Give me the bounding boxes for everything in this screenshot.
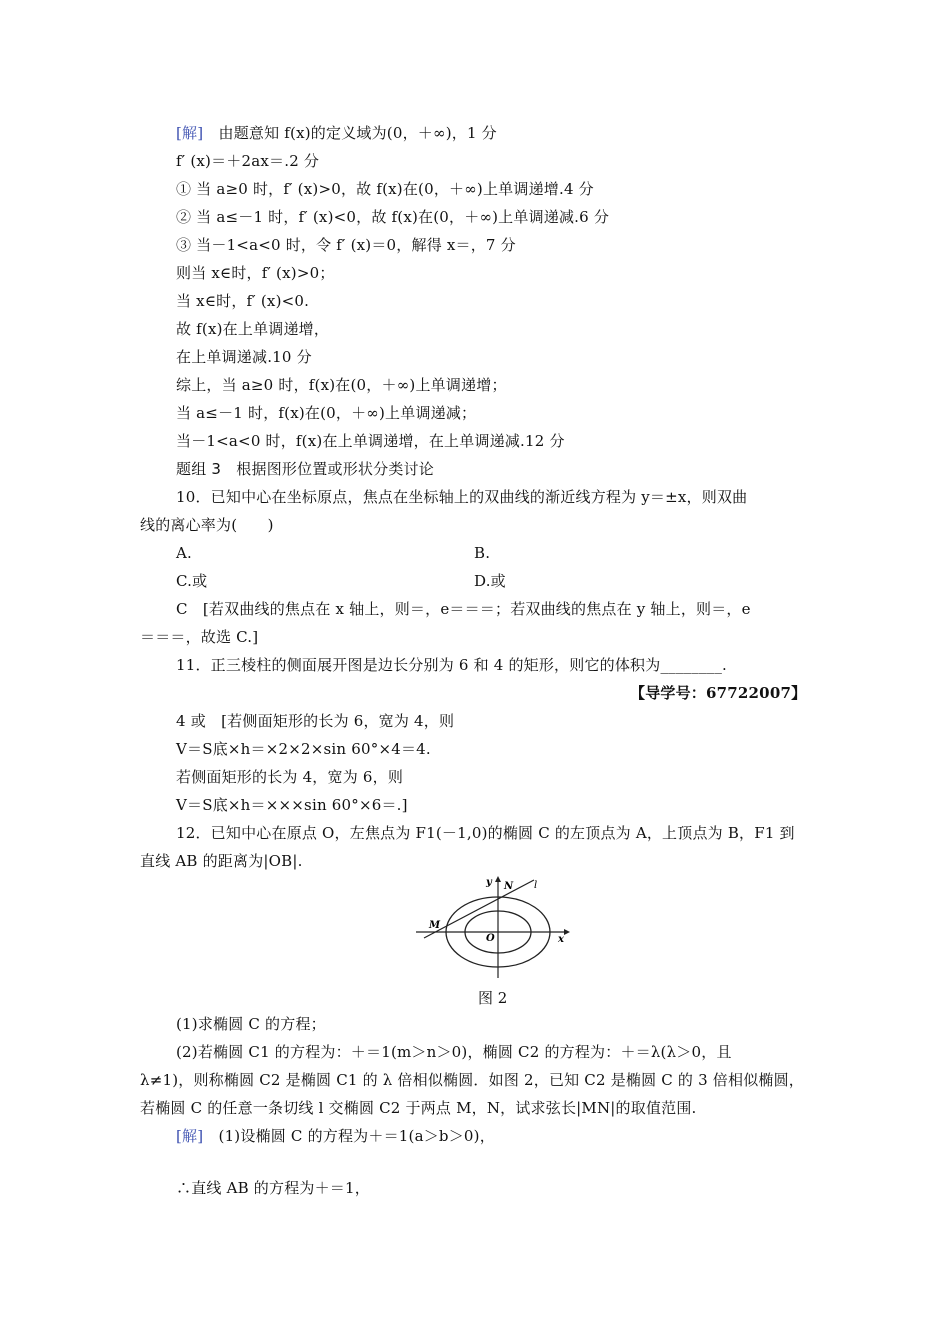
answer-11-line-4: V＝S底×h＝×××sin 60°×6＝.] (176, 796, 408, 814)
option-c: C.或 (176, 572, 208, 590)
label-o: O (486, 933, 495, 944)
section-title: 题组 3 根据图形位置或形状分类讨论 (176, 460, 434, 478)
answer-11-line-2: V＝S底×h＝×2×2×sin 60°×4＝4. (176, 740, 431, 758)
label-m: M (429, 920, 441, 931)
solution-line-4: ② 当 a≤－1 时，f′ (x)<0，故 f(x)在(0，＋∞)上单调递减.6 分 (176, 208, 610, 226)
solution-line-6: 则当 x∈时，f′ (x)>0； (176, 264, 335, 282)
solution-12-line-2: ∴直线 AB 的方程为＋＝1， (176, 1179, 370, 1197)
question-10-line-2: 线的离心率为( ) (140, 516, 274, 534)
question-11: 11．正三棱柱的侧面展开图是边长分别为 6 和 4 的矩形，则它的体积为________. (176, 656, 728, 674)
option-a: A. (176, 544, 193, 562)
solution-line-3: ① 当 a≥0 时，f′ (x)>0，故 f(x)在(0，＋∞)上单调递增.4 分 (176, 180, 594, 198)
option-b: B. (474, 544, 491, 562)
answer-11-line-3: 若侧面矩形的长为 4，宽为 6，则 (176, 768, 404, 786)
question-12-line-2: 直线 AB 的距离为|OB|. (140, 852, 303, 870)
answer-10-line-1: C [若双曲线的焦点在 x 轴上，则＝，e＝＝＝；若双曲线的焦点在 y 轴上，则＝，e (176, 600, 751, 618)
solution-line-8: 故 f(x)在上单调递增， (176, 320, 330, 338)
part-1: (1)求椭圆 C 的方程； (176, 1015, 326, 1033)
answer-11-line-1: 4 或 [若侧面矩形的长为 6，宽为 4，则 (176, 712, 455, 730)
x-axis-arrow (564, 929, 570, 935)
solution-line-5: ③ 当－1<a<0 时，令 f′ (x)＝0，解得 x＝，7 分 (176, 236, 516, 254)
part-2-line-3: 若椭圆 C 的任意一条切线 l 交椭圆 C2 于两点 M，N，试求弦长|MN|的取值范围. (140, 1099, 697, 1117)
question-10-line-1: 10．已知中心在坐标原点，焦点在坐标轴上的双曲线的渐近线方程为 y＝±x，则双曲 (176, 488, 748, 506)
option-d: D.或 (474, 572, 506, 590)
answer-10-line-2: ＝＝＝，故选 C.] (140, 628, 259, 646)
solution-line-11: 当 a≤－1 时，f(x)在(0，＋∞)上单调递减； (176, 404, 477, 422)
solution-line-7: 当 x∈时，f′ (x)<0. (176, 292, 310, 310)
part-2-line-1: (2)若椭圆 C1 的方程为：＋＝1(m＞n＞0)，椭圆 C2 的方程为：＋＝λ(λ＞0，且 (176, 1043, 732, 1061)
solution-line-9: 在上单调递减.10 分 (176, 348, 312, 366)
reference-number: 【导学号：67722007】 (630, 684, 807, 702)
solution-line-1 (176, 123, 497, 143)
solution-line-12: 当－1<a<0 时，f(x)在上单调递增，在上单调递减.12 分 (176, 432, 565, 450)
solution-12-line-1 (176, 1126, 495, 1146)
label-y: y (486, 877, 492, 888)
tangent-line (424, 880, 534, 938)
solution-line-2: f′ (x)＝＋2ax＝.2 分 (176, 152, 320, 170)
solution-text: 由题意知 f(x)的定义域为(0，＋∞)，1 分 (218, 124, 497, 142)
solution-12-tag: [解] (176, 1127, 204, 1145)
solution-line-10: 综上，当 a≥0 时，f(x)在(0，＋∞)上单调递增； (176, 376, 507, 394)
solution-tag: [解] (176, 124, 204, 142)
label-n: N (504, 881, 514, 892)
solution-12-text: (1)设椭圆 C 的方程为＋＝1(a＞b＞0)， (218, 1127, 495, 1145)
label-l: l (534, 880, 538, 891)
figure-caption: 图 2 (478, 989, 508, 1007)
ellipse-figure (414, 872, 570, 980)
question-12-line-1: 12．已知中心在原点 O，左焦点为 F1(－1,0)的椭圆 C 的左顶点为 A，上顶点为 B，F1 到 (176, 824, 795, 842)
y-axis-arrow (495, 876, 501, 882)
part-2-line-2: λ≠1)，则称椭圆 C2 是椭圆 C1 的 λ 倍相似椭圆．如图 2，已知 C2 是椭圆 C 的 3 倍相似椭圆， (140, 1071, 804, 1089)
label-x: x (558, 934, 564, 945)
